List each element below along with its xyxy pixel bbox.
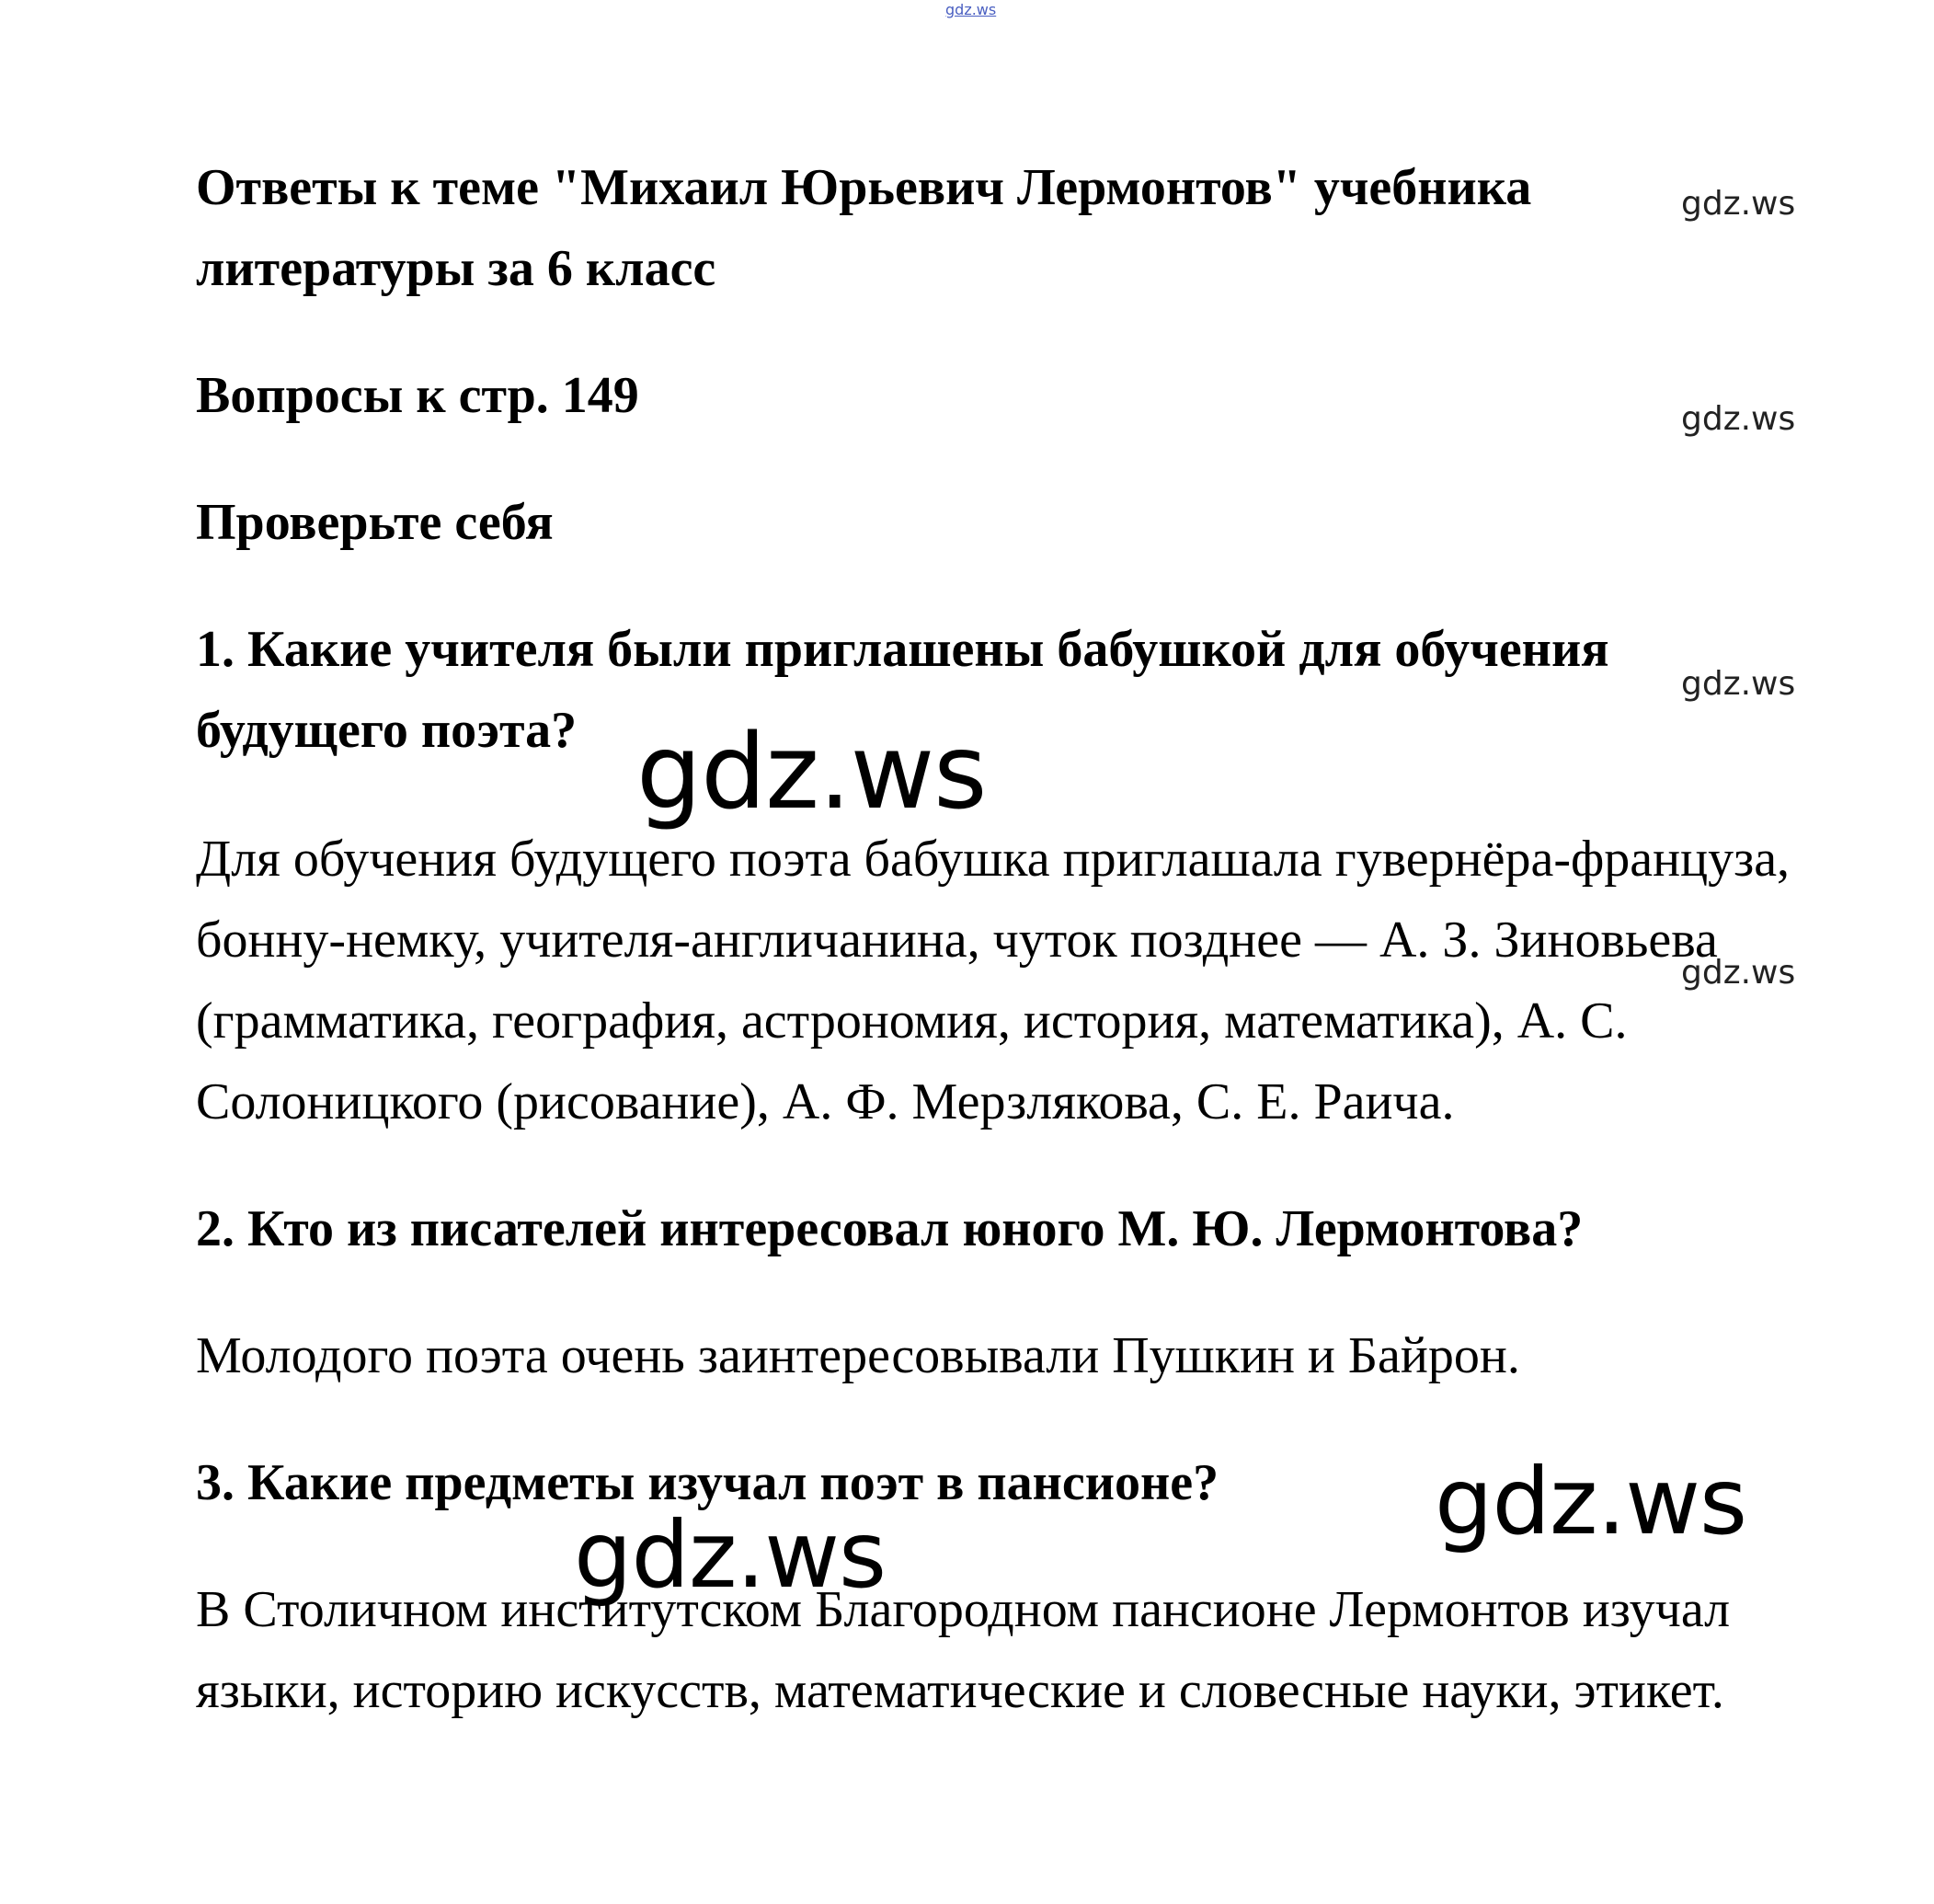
answer-2: Молодого поэта очень заинтересовывали Пушкин и Байрон. <box>196 1327 1520 1384</box>
watermark-large-1: gdz.ws <box>636 713 987 832</box>
watermark-large-3: gdz.ws <box>574 1501 887 1609</box>
question-1: 1. Какие учителя были приглашены бабушкой для обучения будущего поэта? <box>196 621 1609 759</box>
watermark-small-1: gdz.ws <box>1681 185 1796 223</box>
section-heading: Вопросы к стр. 149 <box>196 367 639 424</box>
answer-3: В Столичном институтском Благородном пансионе Лермонтов изучал языки, историю искусств, математические и словесные науки, этикет. <box>196 1581 1731 1719</box>
watermark-small-2: gdz.ws <box>1681 400 1796 438</box>
watermark-small-4: gdz.ws <box>1681 954 1796 992</box>
page-title: Ответы к теме "Михаил Юрьевич Лермонтов" учебника литературы за 6 класс <box>196 159 1532 297</box>
watermark-large-2: gdz.ws <box>1435 1448 1747 1555</box>
subsection-heading: Проверьте себя <box>196 494 554 551</box>
top-site-link[interactable]: gdz.ws <box>945 1 997 18</box>
question-3: 3. Какие предметы изучал поэт в пансионе? <box>196 1454 1219 1511</box>
question-2: 2. Кто из писателей интересовал юного М. Ю. Лермонтова? <box>196 1200 1584 1257</box>
watermark-small-3: gdz.ws <box>1681 665 1796 703</box>
answer-1: Для обучения будущего поэта бабушка приглашала гувернёра-француза, бонну-немку, учителя-англичанина, чуток позднее — А. З. Зиновьева (грамматика, география, астрономия, история, математика), А. С. Солоницкого (рисование), А. Ф. Мерзлякова, С. Е. Раича. <box>196 831 1791 1130</box>
